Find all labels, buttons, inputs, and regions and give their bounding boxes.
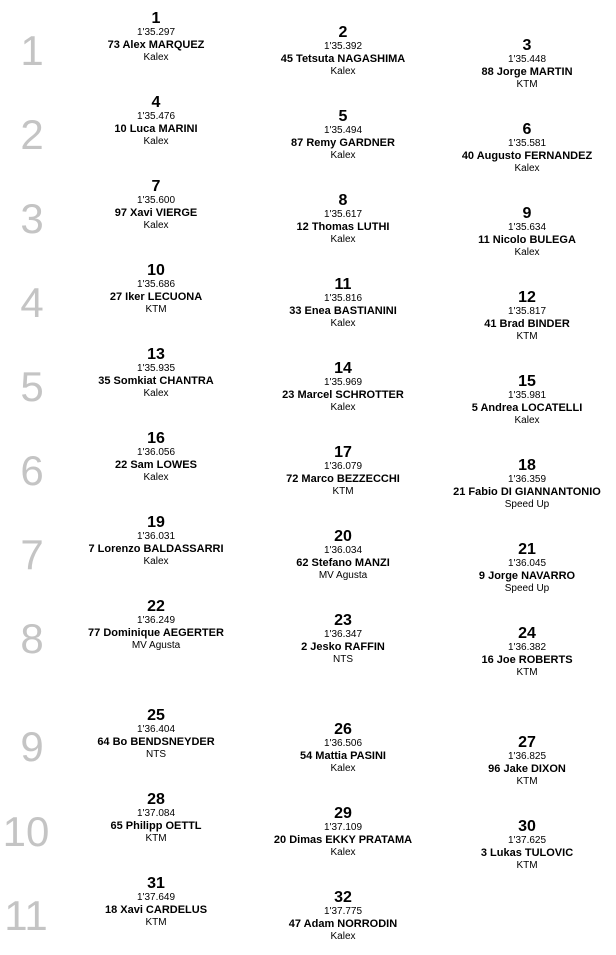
team-name: Kalex	[514, 247, 540, 258]
lap-time: 1'36.359	[507, 474, 547, 485]
team-name: KTM	[145, 833, 167, 844]
team-name: Kalex	[143, 388, 169, 399]
grid-position: 4	[151, 94, 161, 111]
lap-time: 1'35.686	[136, 279, 176, 290]
grid-slot	[432, 37, 616, 91]
grid-slot	[248, 192, 438, 246]
grid-position: 3	[522, 37, 532, 54]
team-name: Kalex	[514, 163, 540, 174]
grid-position: 9	[522, 205, 532, 222]
grid-slot	[248, 360, 438, 414]
rider-name: 21 Fabio DI GIANNANTONIO	[453, 486, 601, 498]
lap-time: 1'37.649	[136, 892, 176, 903]
grid-row-number: 11	[4, 892, 48, 939]
team-name: Kalex	[143, 556, 169, 567]
grid-slot	[248, 24, 438, 78]
grid-position: 22	[147, 598, 165, 615]
grid-slot	[432, 734, 616, 788]
team-name: KTM	[332, 486, 354, 497]
grid-position: 20	[334, 528, 352, 545]
team-name: NTS	[146, 749, 166, 760]
grid-slot	[61, 346, 251, 400]
grid-position: 32	[334, 889, 352, 906]
grid-position: 26	[334, 721, 352, 738]
rider-name: 45 Tetsuta NAGASHIMA	[280, 53, 406, 65]
rider-name: 40 Augusto FERNANDEZ	[461, 150, 593, 162]
team-name: MV Agusta	[131, 640, 181, 651]
grid-position: 30	[518, 818, 536, 835]
lap-time: 1'36.382	[507, 642, 547, 653]
lap-time: 1'35.448	[507, 54, 547, 65]
grid-row-number: 1	[20, 27, 44, 74]
team-name: Kalex	[143, 52, 169, 63]
grid-position: 25	[147, 707, 165, 724]
rider-name: 9 Jorge NAVARRO	[478, 570, 576, 582]
lap-time: 1'36.506	[323, 738, 363, 749]
team-name: MV Agusta	[318, 570, 368, 581]
grid-slot	[61, 430, 251, 484]
rider-name: 11 Nicolo BULEGA	[478, 234, 576, 246]
rider-name: 2 Jesko RAFFIN	[301, 641, 385, 653]
grid-slot	[61, 598, 251, 652]
team-name: Kalex	[143, 220, 169, 231]
team-name: Kalex	[330, 150, 356, 161]
lap-time: 1'35.817	[507, 306, 547, 317]
rider-name: 20 Dimas EKKY PRATAMA	[273, 834, 413, 846]
grid-slot	[432, 373, 616, 427]
team-name: KTM	[145, 304, 167, 315]
rider-name: 87 Remy GARDNER	[291, 137, 395, 149]
rider-name: 54 Mattia PASINI	[300, 750, 386, 762]
lap-time: 1'36.249	[136, 615, 176, 626]
grid-position: 17	[334, 444, 352, 461]
team-name: Kalex	[330, 234, 356, 245]
team-name: KTM	[516, 860, 538, 871]
grid-slot	[432, 121, 616, 175]
rider-name: 97 Xavi VIERGE	[114, 207, 198, 219]
rider-name: 77 Dominique AEGERTER	[88, 627, 224, 639]
lap-time: 1'37.109	[323, 822, 363, 833]
grid-slot	[432, 457, 616, 511]
grid-position: 14	[334, 360, 352, 377]
grid-row-number: 4	[20, 279, 44, 326]
lap-time: 1'35.935	[136, 363, 176, 374]
rider-name: 72 Marco BEZZECCHI	[286, 473, 400, 485]
rider-name: 41 Brad BINDER	[484, 318, 570, 330]
team-name: Kalex	[330, 402, 356, 413]
lap-time: 1'35.392	[323, 41, 363, 52]
lap-time: 1'36.825	[507, 751, 547, 762]
rider-name: 7 Lorenzo BALDASSARRI	[88, 543, 224, 555]
lap-time: 1'35.581	[507, 138, 547, 149]
grid-slot	[248, 276, 438, 330]
grid-slot	[432, 625, 616, 679]
lap-time: 1'36.079	[323, 461, 363, 472]
lap-time: 1'35.476	[136, 111, 176, 122]
lap-time: 1'35.617	[323, 209, 363, 220]
lap-time: 1'36.031	[136, 531, 176, 542]
lap-time: 1'35.634	[507, 222, 547, 233]
grid-row-number: 10	[2, 808, 50, 855]
rider-name: 62 Stefano MANZI	[296, 557, 390, 569]
team-name: KTM	[516, 331, 538, 342]
lap-time: 1'35.600	[136, 195, 176, 206]
team-name: NTS	[333, 654, 353, 665]
grid-slot	[61, 178, 251, 232]
grid-slot	[61, 94, 251, 148]
grid-position: 7	[151, 178, 161, 195]
grid-position: 23	[334, 612, 352, 629]
grid-slot	[248, 889, 438, 943]
grid-row-number: 7	[20, 531, 44, 578]
grid-slot	[61, 875, 251, 929]
grid-row-number: 6	[20, 447, 44, 494]
team-name: Kalex	[330, 318, 356, 329]
grid-slot	[248, 528, 438, 582]
grid-position: 2	[338, 24, 348, 41]
grid-row-number: 2	[20, 111, 44, 158]
grid-position: 10	[147, 262, 165, 279]
grid-position: 29	[334, 805, 352, 822]
rider-name: 22 Sam LOWES	[115, 459, 197, 471]
grid-slot	[432, 205, 616, 259]
grid-position: 1	[151, 10, 161, 27]
grid-position: 24	[518, 625, 536, 642]
lap-time: 1'36.404	[136, 724, 176, 735]
rider-name: 73 Alex MARQUEZ	[107, 39, 205, 51]
lap-time: 1'37.775	[323, 906, 363, 917]
lap-time: 1'36.045	[507, 558, 547, 569]
team-name: KTM	[516, 667, 538, 678]
team-name: Speed Up	[504, 499, 550, 510]
rider-name: 47 Adam NORRODIN	[288, 918, 398, 930]
grid-slot	[248, 721, 438, 775]
team-name: KTM	[145, 917, 167, 928]
rider-name: 27 Iker LECUONA	[109, 291, 203, 303]
grid-position: 16	[147, 430, 165, 447]
rider-name: 35 Somkiat CHANTRA	[98, 375, 214, 387]
grid-slot	[248, 444, 438, 498]
team-name: Kalex	[143, 472, 169, 483]
grid-slot	[61, 791, 251, 845]
grid-slot	[248, 108, 438, 162]
grid-position: 12	[518, 289, 536, 306]
grid-position: 18	[518, 457, 536, 474]
rider-name: 64 Bo BENDSNEYDER	[97, 736, 215, 748]
grid-slot	[432, 289, 616, 343]
grid-slot	[432, 541, 616, 595]
grid-position: 13	[147, 346, 165, 363]
grid-slot	[61, 514, 251, 568]
rider-name: 12 Thomas LUTHI	[296, 221, 390, 233]
lap-time: 1'35.969	[323, 377, 363, 388]
team-name: Kalex	[330, 763, 356, 774]
grid-position: 15	[518, 373, 536, 390]
rider-name: 23 Marcel SCHROTTER	[282, 389, 404, 401]
team-name: Kalex	[143, 136, 169, 147]
lap-time: 1'36.056	[136, 447, 176, 458]
grid-position: 19	[147, 514, 165, 531]
grid-slot	[61, 10, 251, 64]
grid-row-number: 3	[20, 195, 44, 242]
grid-position: 21	[518, 541, 536, 558]
rider-name: 3 Lukas TULOVIC	[480, 847, 574, 859]
grid-slot	[248, 805, 438, 859]
rider-name: 88 Jorge MARTIN	[481, 66, 573, 78]
rider-name: 96 Jake DIXON	[488, 763, 566, 775]
grid-position: 27	[518, 734, 536, 751]
grid-row-number: 9	[20, 723, 44, 770]
grid-position: 5	[338, 108, 348, 125]
grid-position: 8	[338, 192, 348, 209]
grid-position: 28	[147, 791, 165, 808]
lap-time: 1'37.084	[136, 808, 176, 819]
grid-slot	[61, 262, 251, 316]
team-name: Kalex	[330, 847, 356, 858]
team-name: Kalex	[330, 931, 356, 942]
rider-name: 10 Luca MARINI	[114, 123, 198, 135]
grid-slot	[61, 707, 251, 761]
team-name: Speed Up	[504, 583, 550, 594]
lap-time: 1'35.981	[507, 390, 547, 401]
rider-name: 18 Xavi CARDELUS	[104, 904, 208, 916]
lap-time: 1'35.816	[323, 293, 363, 304]
lap-time: 1'36.034	[323, 545, 363, 556]
grid-slot	[248, 612, 438, 666]
grid-position: 11	[334, 276, 352, 293]
lap-time: 1'35.494	[323, 125, 363, 136]
rider-name: 65 Philipp OETTL	[110, 820, 202, 832]
lap-time: 1'36.347	[323, 629, 363, 640]
rider-name: 16 Joe ROBERTS	[481, 654, 573, 666]
lap-time: 1'37.625	[507, 835, 547, 846]
team-name: KTM	[516, 776, 538, 787]
grid-row-number: 5	[20, 363, 44, 410]
grid-row-number: 8	[20, 615, 44, 662]
rider-name: 5 Andrea LOCATELLI	[471, 402, 583, 414]
grid-position: 31	[147, 875, 165, 892]
team-name: Kalex	[514, 415, 540, 426]
lap-time: 1'35.297	[136, 27, 176, 38]
grid-slot	[432, 818, 616, 872]
team-name: KTM	[516, 79, 538, 90]
grid-position: 6	[522, 121, 532, 138]
team-name: Kalex	[330, 66, 356, 77]
rider-name: 33 Enea BASTIANINI	[289, 305, 397, 317]
